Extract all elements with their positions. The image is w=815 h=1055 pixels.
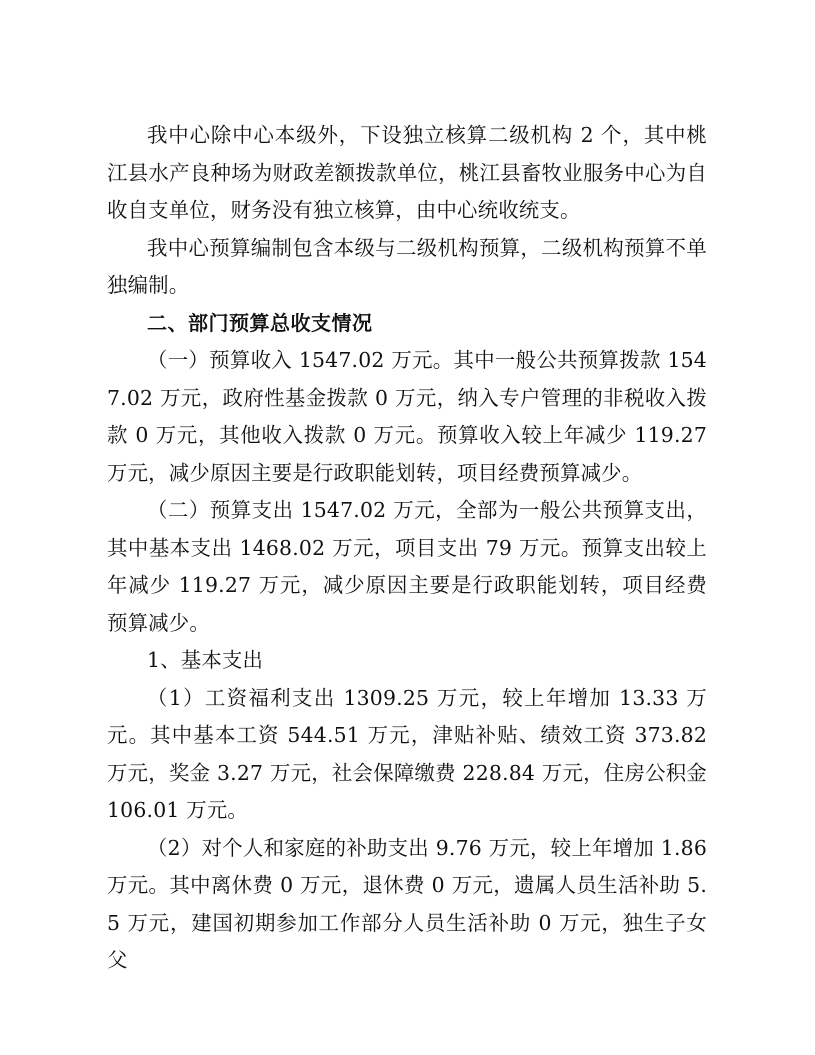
paragraph-subsidies: （2）对个人和家庭的补助支出 9.76 万元，较上年增加 1.86 万元。其中离休费 0 万元，退休费 0 万元，遗属人员生活补助 5.5 万元，建国初期参加工作部分人员生活补助 0 万元，独生子女父 [107, 835, 707, 972]
paragraph-secondary-institutions: 我中心除中心本级外，下设独立核算二级机构 2 个，其中桃江县水产良种场为财政差额拨款单位，桃江县畜牧业服务中心为自收自支单位，财务没有独立核算，由中心统收统支。 [107, 123, 707, 222]
paragraph-wages-welfare: （1）工资福利支出 1309.25 万元，较上年增加 13.33 万元。其中基本工资 544.51 万元，津贴补贴、绩效工资 373.82 万元，奖金 3.27 万元，社会保障缴费 228.84 万元，住房公积金 106.01 万元。 [107, 685, 707, 822]
paragraph-budget-expenditure: （二）预算支出 1547.02 万元，全部为一般公共预算支出，其中基本支出 1468.02 万元，项目支出 79 万元。预算支出较上年减少 119.27 万元，减少原因主要是行政职能划转，项目经费预算减少。 [107, 498, 707, 635]
paragraph-budget-income: （一）预算收入 1547.02 万元。其中一般公共预算拨款 1547.02 万元，政府性基金拨款 0 万元，纳入专户管理的非税收入拨款 0 万元，其他收入拨款 0 万元。预算收入较上年减少 119.27 万元，减少原因主要是行政职能划转，项目经费预算减少。 [107, 348, 707, 485]
section-heading-budget-overview: 二、部门预算总收支情况 [147, 310, 373, 335]
subheading-basic-expenditure: 1、基本支出 [147, 648, 264, 672]
document-body [107, 117, 707, 980]
paragraph-budget-compilation: 我中心预算编制包含本级与二级机构预算，二级机构预算不单独编制。 [107, 235, 707, 297]
